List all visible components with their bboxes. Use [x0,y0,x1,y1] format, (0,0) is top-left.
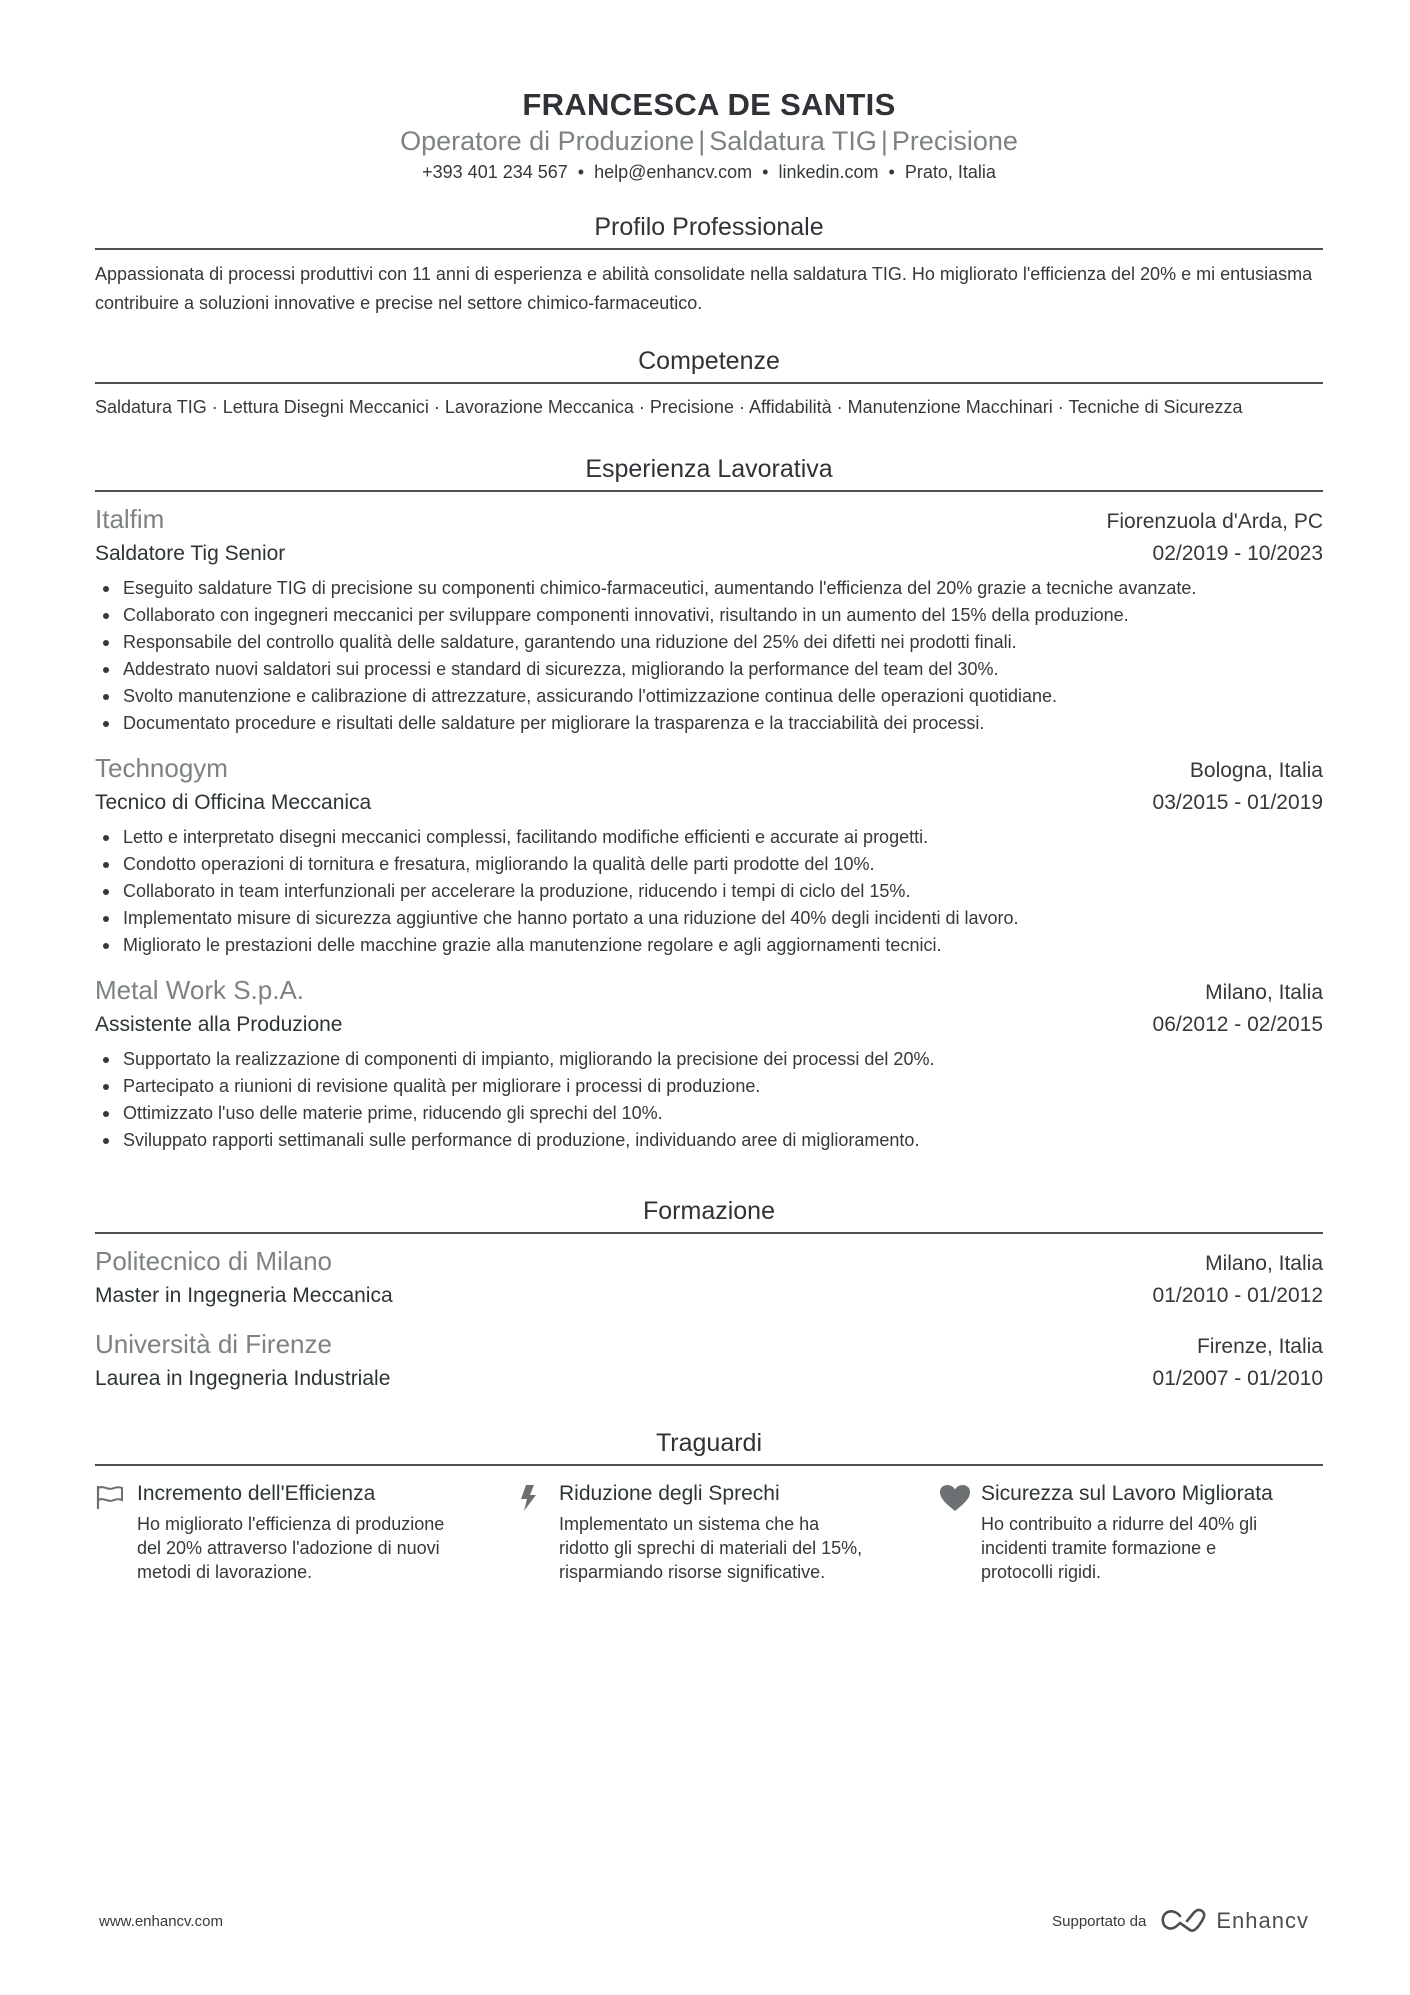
school-location: Milano, Italia [1205,1252,1323,1275]
achievement-item [517,1480,939,1584]
job-location: Fiorenzuola d'Arda, PC [1106,510,1323,533]
school-location: Firenze, Italia [1196,1335,1323,1358]
bullet-item: Ottimizzato l'uso delle materie prime, riducendo gli sprechi del 10%. [95,1100,1323,1127]
contact-location: Prato, Italia [904,162,996,182]
job-location: Milano, Italia [1205,981,1323,1004]
education-dates: 01/2010 - 01/2012 [1152,1284,1323,1307]
resume-header [95,0,1323,184]
headline-part: Operatore di Produzione [400,126,695,156]
achievement-title: Sicurezza sul Lavoro Migliorata [981,1482,1273,1505]
bullet-item: Collaborato con ingegneri meccanici per sviluppare componenti innovativi, risultando in un aumento del 15% della produzione. [95,602,1323,629]
experience-section [95,452,1323,1154]
job-dates: 03/2015 - 01/2019 [1152,791,1323,814]
skills-section [95,344,1323,422]
job-bullets [95,824,1323,959]
job-location: Bologna, Italia [1189,759,1323,782]
job-bullets [95,575,1323,737]
job-title: Assistente alla Produzione [95,1013,343,1036]
contact-phone[interactable]: +393 401 234 567 [422,162,568,182]
school-name: Università di Firenze [95,1329,332,1359]
heart-icon [939,1480,981,1584]
achievements-grid [95,1480,1323,1584]
enhancv-logo-icon [1160,1908,1208,1934]
job-dates: 06/2012 - 02/2015 [1152,1013,1323,1036]
contact-linkedin[interactable]: linkedin.com [778,162,879,182]
section-title: Competenze [95,344,1323,384]
education-dates: 01/2007 - 01/2010 [1152,1367,1323,1390]
school-name: Politecnico di Milano [95,1246,333,1276]
bullet-item: Implementato misure di sicurezza aggiuntive che hanno portato a una riduzione del 40% degli incidenti di lavoro. [95,905,1323,932]
powered-by [1052,1908,1309,1934]
headline-part: Precisione [891,126,1018,156]
education-entry [95,1244,1323,1313]
bullet-item: Documentato procedure e risultati delle saldature per migliorare la trasparenza e la tracciabilità dei processi. [95,710,1323,737]
degree: Laurea in Ingegneria Industriale [95,1367,391,1390]
headline-separator: | [880,126,888,156]
bullet-item: Eseguito saldature TIG di precisione su componenti chimico-farmaceutici, aumentando l'efficienza del 20% grazie a tecniche avanzate. [95,575,1323,602]
achievement-item [95,1480,517,1584]
section-title: Esperienza Lavorativa [95,452,1323,492]
degree: Master in Ingegneria Meccanica [95,1284,393,1307]
contact-email[interactable]: help@enhancv.com [594,162,753,182]
contact-separator: • [888,162,895,182]
bullet-item: Addestrato nuovi saldatori sui processi e standard di sicurezza, migliorando la performance del team del 30%. [95,656,1323,683]
bullet-item: Migliorato le prestazioni delle macchine grazie alla manutenzione regolare e agli aggiornamenti tecnici. [95,932,1323,959]
bullet-item: Condotto operazioni di tornitura e fresatura, migliorando la qualità delle parti prodotte del 10%. [95,851,1323,878]
experience-entry [95,502,1323,737]
education-section [95,1194,1323,1396]
contact-line [95,160,1323,184]
bullet-item: Svolto manutenzione e calibrazione di attrezzature, assicurando l'ottimizzazione continua delle operazioni quotidiane. [95,683,1323,710]
achievement-title: Incremento dell'Efficienza [137,1482,376,1505]
page-footer [99,1908,1309,1934]
job-dates: 02/2019 - 10/2023 [1152,542,1323,565]
flag-icon [95,1480,137,1584]
bullet-item: Letto e interpretato disegni meccanici complessi, facilitando modifiche efficienti e accurate ai progetti. [95,824,1323,851]
job-title: Tecnico di Officina Meccanica [95,791,372,814]
company-name: Metal Work S.p.A. [95,975,305,1005]
education-entry [95,1327,1323,1396]
contact-separator: • [577,162,585,182]
job-bullets [95,1046,1323,1154]
bullet-item: Partecipato a riunioni di revisione qualità per migliorare i processi di produzione. [95,1073,1323,1100]
section-title: Traguardi [95,1426,1323,1466]
summary-text: Appassionata di processi produttivi con 11 anni di esperienza e abilità consolidate nella saldatura TIG. Ho migliorato l'efficienza del 20% e mi entusiasma contribuire a soluzioni innovative e precise nel settore chimico-farmaceutico. [95,264,1313,313]
experience-entry [95,751,1323,959]
section-title: Formazione [95,1194,1323,1234]
candidate-name: FRANCESCA DE SANTIS [522,87,896,122]
achievement-description: Ho contribuito a ridurre del 40% gli incidenti tramite formazione e protocolli rigidi. [981,1514,1258,1582]
contact-separator: • [762,162,769,182]
bullet-item: Responsabile del controllo qualità delle saldature, garantendo una riduzione del 25% dei difetti nei prodotti finali. [95,629,1323,656]
summary-section [95,210,1323,318]
company-name: Italfim [95,504,165,534]
company-name: Technogym [95,753,228,783]
achievement-item [939,1480,1323,1584]
headline-part: Saldatura TIG [709,126,877,156]
achievements-section [95,1426,1323,1584]
achievement-title: Riduzione degli Sprechi [559,1482,780,1505]
powered-by-label: Supportato da [1052,1912,1147,1930]
section-title: Profilo Professionale [95,210,1323,250]
experience-entry [95,973,1323,1154]
bullet-item: Sviluppato rapporti settimanali sulle performance di produzione, individuando aree di miglioramento. [95,1127,1323,1154]
footer-url[interactable]: www.enhancv.com [99,1912,223,1930]
achievement-description: Implementato un sistema che ha ridotto gli sprechi di materiali del 15%, risparmiando risorse significative. [559,1514,863,1582]
bullet-item: Supportato la realizzazione di componenti di impianto, migliorando la precisione dei processi del 20%. [95,1046,1323,1073]
achievement-description: Ho migliorato l'efficienza di produzione del 20% attraverso l'adozione di nuovi metodi di lavorazione. [137,1514,445,1582]
enhancv-brand[interactable]: Enhancv [1216,1908,1309,1933]
lightning-icon [517,1480,559,1584]
headline-separator: | [698,126,706,156]
bullet-item: Collaborato in team interfunzionali per accelerare la produzione, riducendo i tempi di ciclo del 15%. [95,878,1323,905]
candidate-headline [95,124,1323,158]
skills-list: Saldatura TIG · Lettura Disegni Meccanici · Lavorazione Meccanica · Precisione · Affidabilità · Manutenzione Macchinari · Tecniche di Sicurezza [95,397,1243,417]
resume-page [95,0,1323,1584]
job-title: Saldatore Tig Senior [95,542,286,565]
